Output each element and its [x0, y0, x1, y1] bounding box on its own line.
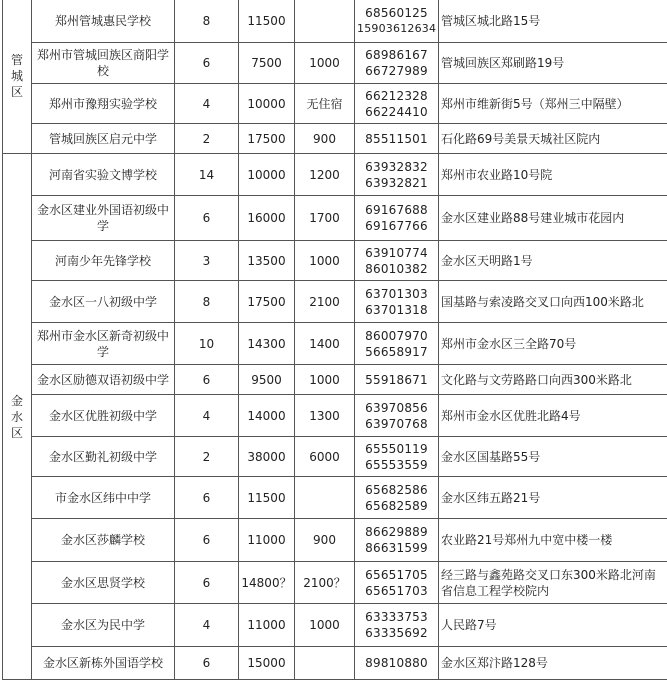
address: 金水区建业路88号建业城市花园内 [439, 196, 667, 241]
boarding-fee [295, 0, 355, 43]
boarding-fee: 1700 [295, 196, 355, 241]
class-count: 4 [175, 604, 239, 647]
table-row [3, 647, 667, 680]
phone-number: 63701318 [365, 302, 428, 317]
phone-number: 63910774 [365, 245, 428, 260]
phone-number: 65553559 [365, 457, 428, 472]
address: 管城回族区郑刷路19号 [439, 43, 667, 84]
boarding-fee [295, 477, 355, 519]
table-row [3, 437, 667, 477]
boarding-fee: 1300 [295, 395, 355, 437]
address: 经三路与鑫苑路交叉口东300米路北河南省信息工程学校院内 [439, 562, 667, 604]
school-name: 金水区一八初级中学 [32, 281, 175, 323]
phone-number: 66224410 [365, 104, 428, 119]
tuition-fee: 9500 [239, 365, 295, 395]
tuition-fee: 14800？ [239, 562, 295, 604]
school-name: 金水区莎麟学校 [32, 519, 175, 562]
boarding-fee: 900 [295, 519, 355, 562]
phone-number: 63701303 [365, 286, 428, 301]
school-name: 郑州市豫翔实验学校 [32, 84, 175, 124]
boarding-fee: 1000 [295, 43, 355, 84]
class-count: 2 [175, 124, 239, 154]
phone-number: 65651703 [365, 583, 428, 598]
address: 国基路与索凌路交叉口向西100米路北 [439, 281, 667, 323]
address: 文化路与文劳路路口向西300米路北 [439, 365, 667, 395]
tuition-fee: 10000 [239, 84, 295, 124]
phone-number: 89810880 [365, 656, 428, 670]
boarding-fee: 2100？ [295, 562, 355, 604]
school-name: 金水区思贤学校 [32, 562, 175, 604]
tuition-fee: 17500 [239, 124, 295, 154]
tuition-fee: 10000 [239, 154, 295, 196]
phone-cell [355, 84, 439, 124]
phone-cell [355, 395, 439, 437]
phone-cell [355, 154, 439, 196]
phone-number: 86007970 [365, 328, 428, 343]
address: 石化路69号美景天城社区院内 [439, 124, 667, 154]
school-name: 郑州市金水区新奇初级中学 [32, 323, 175, 365]
phone-cell [355, 0, 439, 43]
phone-cell [355, 647, 439, 680]
boarding-fee: 1000 [295, 365, 355, 395]
address: 农业路21号郑州九中宽中楼一楼 [439, 519, 667, 562]
boarding-fee: 1000 [295, 604, 355, 647]
phone-number: 85511501 [365, 131, 428, 146]
class-count: 6 [175, 519, 239, 562]
phone-cell [355, 281, 439, 323]
address: 郑州市维新街5号（郑州三中隔壁） [439, 84, 667, 124]
class-count: 6 [175, 196, 239, 241]
address: 郑州市农业路10号院 [439, 154, 667, 196]
table-row [3, 604, 667, 647]
phone-number: 63333753 [365, 610, 428, 624]
table-row [3, 519, 667, 562]
tuition-fee: 14000 [239, 395, 295, 437]
boarding-fee: 无住宿 [295, 84, 355, 124]
boarding-fee: 6000 [295, 437, 355, 477]
phone-number: 86631599 [365, 541, 428, 555]
table-row [3, 124, 667, 154]
phone-number: 15903612634 [357, 21, 437, 35]
tuition-fee: 11500 [239, 0, 295, 43]
phone-number: 65651705 [365, 567, 428, 582]
phone-cell [355, 124, 439, 154]
boarding-fee: 1000 [295, 241, 355, 281]
phone-cell [355, 196, 439, 241]
school-name: 金水区建业外国语初级中学 [32, 196, 175, 241]
phone-number: 86010382 [365, 261, 428, 276]
table-row [3, 154, 667, 196]
tuition-fee: 13500 [239, 241, 295, 281]
address: 金水区郑汴路128号 [439, 647, 667, 680]
table-row [3, 196, 667, 241]
phone-number: 63970856 [365, 400, 428, 415]
phone-number: 66727989 [365, 64, 428, 78]
phone-number: 68560125 [365, 5, 428, 20]
tuition-fee: 15000 [239, 647, 295, 680]
school-name: 金水区励德双语初级中学 [32, 365, 175, 395]
class-count: 8 [175, 281, 239, 323]
school-name: 河南省实验文博学校 [32, 154, 175, 196]
phone-cell [355, 437, 439, 477]
class-count: 3 [175, 241, 239, 281]
tuition-fee: 11000 [239, 604, 295, 647]
address: 郑州市金水区三全路70号 [439, 323, 667, 365]
boarding-fee: 1400 [295, 323, 355, 365]
phone-cell [355, 43, 439, 84]
address: 金水区天明路1号 [439, 241, 667, 281]
boarding-fee: 900 [295, 124, 355, 154]
tuition-fee: 11500 [239, 477, 295, 519]
district-cell-jinshui [3, 154, 32, 680]
district-label: 金水区 [10, 393, 23, 440]
class-count: 2 [175, 437, 239, 477]
class-count: 10 [175, 323, 239, 365]
phone-number: 69167688 [365, 203, 428, 217]
district-label: 管城区 [10, 53, 23, 99]
phone-number: 65682586 [365, 482, 428, 497]
boarding-fee: 2100 [295, 281, 355, 323]
phone-number: 68986167 [365, 48, 428, 62]
address: 人民路7号 [439, 604, 667, 647]
phone-cell [355, 241, 439, 281]
phone-number: 65550119 [365, 441, 428, 456]
table-row [3, 0, 667, 43]
phone-number: 56658917 [365, 344, 428, 359]
table-row [3, 395, 667, 437]
tuition-fee: 16000 [239, 196, 295, 241]
tuition-fee: 17500 [239, 281, 295, 323]
table-row [3, 84, 667, 124]
tuition-fee: 38000 [239, 437, 295, 477]
class-count: 6 [175, 647, 239, 680]
table-row [3, 323, 667, 365]
school-name: 金水区优胜初级中学 [32, 395, 175, 437]
phone-cell [355, 604, 439, 647]
phone-cell [355, 323, 439, 365]
address: 郑州市金水区优胜北路4号 [439, 395, 667, 437]
table-row [3, 365, 667, 395]
district-cell-guancheng [3, 0, 32, 154]
boarding-fee [295, 647, 355, 680]
address: 金水区纬五路21号 [439, 477, 667, 519]
class-count: 6 [175, 365, 239, 395]
phone-number: 86629889 [365, 525, 428, 539]
address: 金水区国基路55号 [439, 437, 667, 477]
table-row [3, 562, 667, 604]
school-name: 金水区勤礼初级中学 [32, 437, 175, 477]
phone-cell [355, 365, 439, 395]
tuition-fee: 14300 [239, 323, 295, 365]
tuition-fee: 7500 [239, 43, 295, 84]
phone-cell [355, 519, 439, 562]
address: 管城区城北路15号 [439, 0, 667, 43]
table-row [3, 241, 667, 281]
school-name: 郑州管城惠民学校 [32, 0, 175, 43]
class-count: 14 [175, 154, 239, 196]
school-name: 市金水区纬中中学 [32, 477, 175, 519]
class-count: 6 [175, 562, 239, 604]
table-row [3, 477, 667, 519]
class-count: 6 [175, 477, 239, 519]
school-name: 金水区为民中学 [32, 604, 175, 647]
table-row [3, 281, 667, 323]
phone-number: 63932832 [365, 159, 428, 174]
table-row [3, 43, 667, 84]
class-count: 8 [175, 0, 239, 43]
phone-number: 65682589 [365, 498, 428, 513]
phone-number: 63932821 [365, 175, 428, 190]
class-count: 6 [175, 43, 239, 84]
phone-number: 66212328 [365, 88, 428, 103]
phone-cell [355, 477, 439, 519]
class-count: 4 [175, 84, 239, 124]
tuition-fee: 11000 [239, 519, 295, 562]
class-count: 4 [175, 395, 239, 437]
school-name: 金水区新栋外国语学校 [32, 647, 175, 680]
school-name: 河南少年先锋学校 [32, 241, 175, 281]
school-name: 郑州市管城回族区商阳学校 [32, 43, 175, 84]
phone-number: 55918671 [365, 372, 428, 387]
school-name: 管城回族区启元中学 [32, 124, 175, 154]
phone-number: 63335692 [365, 626, 428, 640]
school-fee-table [2, 0, 667, 680]
phone-number: 63970768 [365, 416, 428, 431]
boarding-fee: 1200 [295, 154, 355, 196]
phone-number: 69167766 [365, 219, 428, 233]
phone-cell [355, 562, 439, 604]
